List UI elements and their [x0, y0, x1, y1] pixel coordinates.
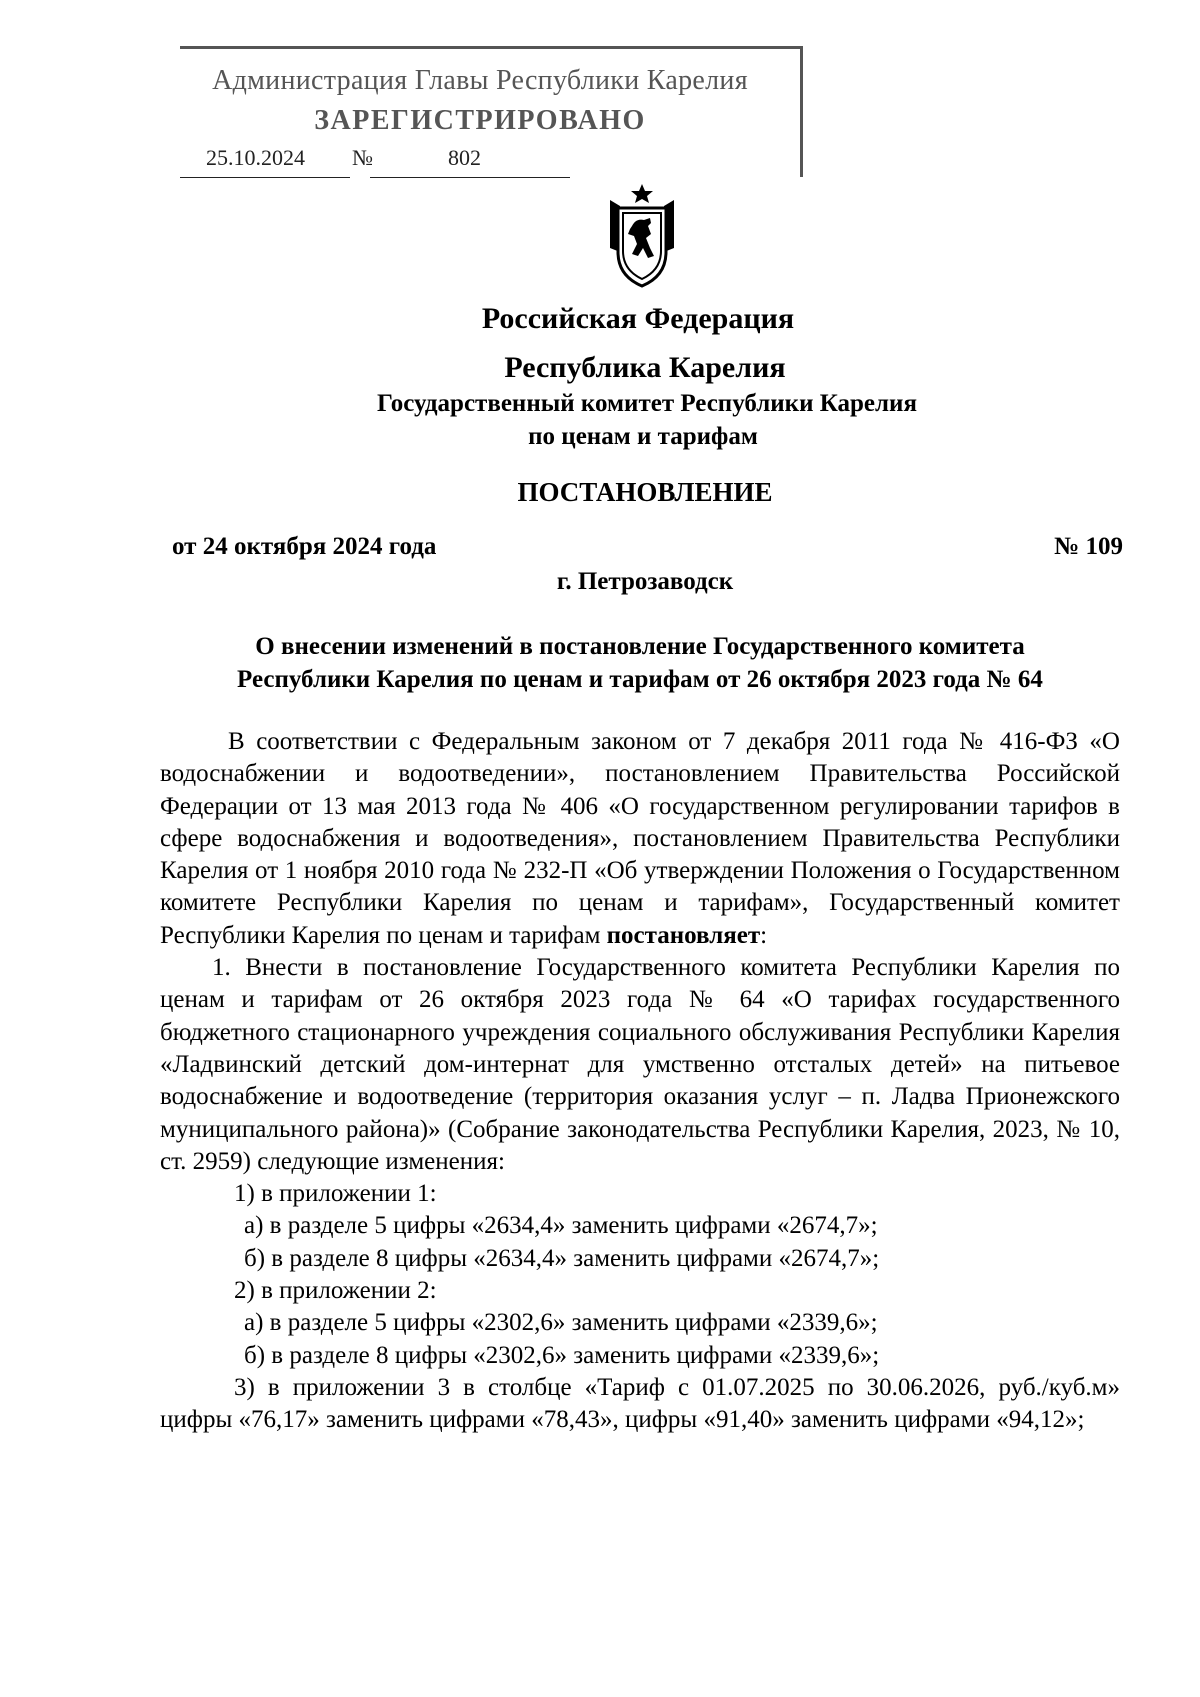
stamp-date: 25.10.2024	[206, 145, 305, 170]
preamble-emphasis: постановляет	[606, 921, 761, 949]
document-number: № 109	[1054, 533, 1123, 560]
preamble-end: :	[760, 921, 768, 949]
item-1-sub-2: 2) в приложении 2:	[234, 1277, 437, 1305]
item-1-sub-2b: б) в разделе 8 цифры «2302,6» заменить цифрами «2339,6»;	[244, 1341, 880, 1369]
item-1-sub-3: 3) в приложении 3 в столбце «Тариф с 01.07.2025 по 30.06.2026, руб./куб.м» цифры «76,17» заменить цифрами «78,43», цифры «91,40» заменить цифрами «94,12»;	[160, 1373, 1120, 1434]
document-body	[160, 726, 1120, 1437]
registration-stamp	[180, 46, 803, 177]
header-country: Российская Федерация	[481, 302, 795, 335]
karelia-coat-of-arms-icon	[596, 182, 688, 292]
item-1-sub-1b: б) в разделе 8 цифры «2634,4» заменить цифрами «2674,7»;	[244, 1244, 880, 1272]
document-date: от 24 октября 2024 года	[172, 533, 437, 560]
header-committee-line2: по ценам и тарифам	[528, 423, 758, 450]
stamp-number-label: №	[352, 145, 373, 170]
item-1-sub-2a: а) в разделе 5 цифры «2302,6» заменить цифрами «2339,6»;	[244, 1309, 878, 1337]
header-republic: Республика Карелия	[504, 351, 786, 384]
item-1-sub-1a: а) в разделе 5 цифры «2634,4» заменить цифрами «2674,7»;	[244, 1212, 878, 1240]
stamp-number: 802	[448, 145, 481, 170]
stamp-status: ЗАРЕГИСТРИРОВАНО	[314, 105, 646, 136]
stamp-organization: Администрация Главы Республики Карелия	[212, 65, 748, 96]
item-1-sub-1: 1) в приложении 1:	[234, 1180, 437, 1208]
subject-line1: О внесении изменений в постановление Государственного комитета	[255, 633, 1025, 660]
document-city: г. Петрозаводск	[556, 568, 734, 595]
preamble-paragraph	[160, 726, 1120, 952]
stamp-registration-line	[180, 145, 600, 179]
preamble-text: В соответствии с Федеральным законом от 7 декабря 2011 года № 416-ФЗ «О водоснабжении и водоотведении», постановлением Правительства Российской Федерации от 13 мая 2013 года № 406 «О государственном регулировании тарифов в сфере водоснабжения и водоотведения», постановлением Правительства Республики Карелия от 1 ноября 2010 года № 232-П «Об утверждении Положения о Государственном комитете Республики Карелия по ценам и тарифам», Государственный комитет Республики Карелия по ценам и тарифам	[160, 728, 1120, 949]
header-committee-line1: Государственный комитет Республики Карелия	[377, 390, 917, 417]
document-type: ПОСТАНОВЛЕНИЕ	[517, 477, 773, 507]
item-1: 1. Внести в постановление Государственного комитета Республики Карелия по ценам и тарифам от 26 октября 2023 года № 64 «О тарифах государственного бюджетного стационарного учреждения социального обслуживания Республики Карелия «Ладвинский детский дом-интернат для умственно отсталых детей» на питьевое водоснабжение и водоотведение (территория оказания услуг – п. Ладва Прионежского муниципального района)» (Собрание законодательства Республики Карелия, 2023, № 10, ст. 2959) следующие изменения:	[160, 954, 1120, 1175]
subject-line2: Республики Карелия по ценам и тарифам от 26 октября 2023 года № 64	[237, 666, 1043, 693]
